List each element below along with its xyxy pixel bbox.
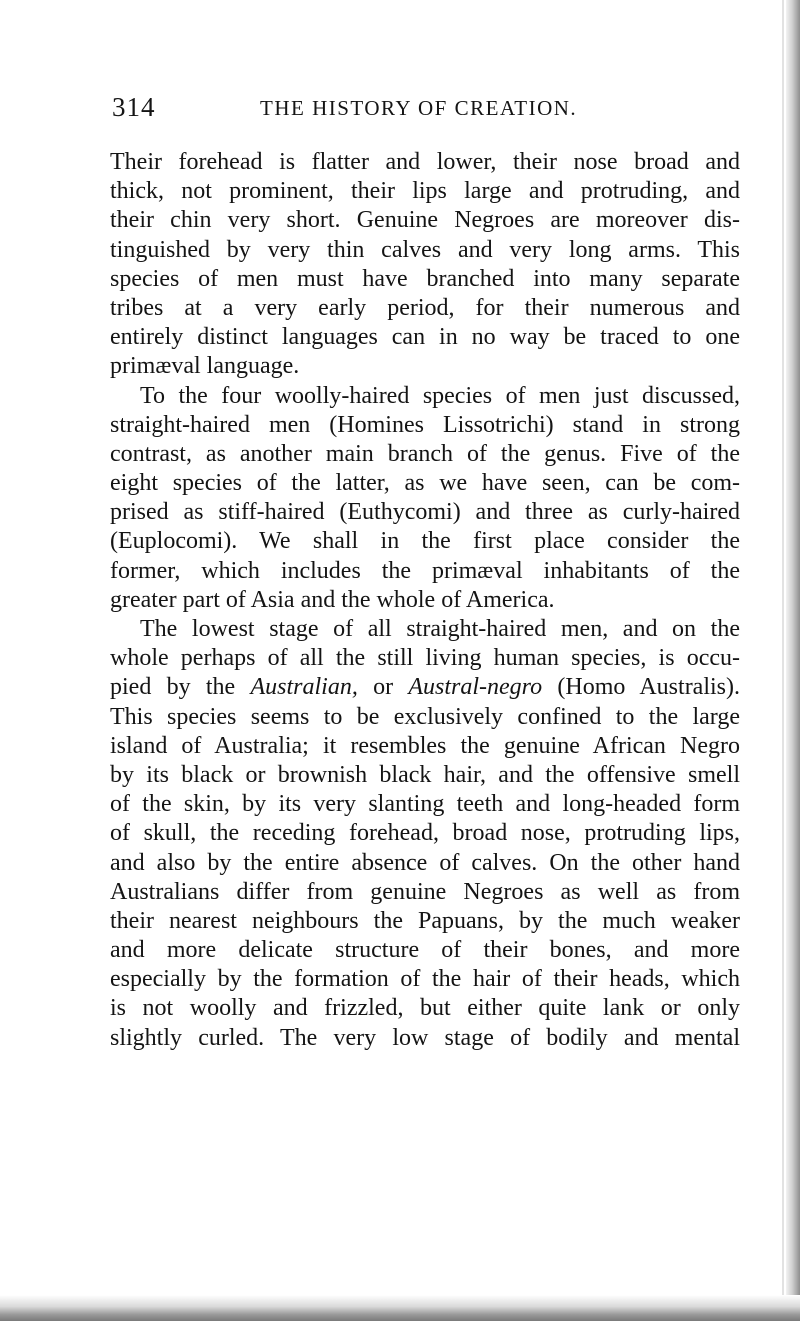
text-line: Australians differ from genuine Negroes as well as from xyxy=(110,878,740,905)
text-line: The lowest stage of all straight-haired men, and on the xyxy=(140,616,740,642)
text-line: of the skin, by its very slanting teeth and long-headed form xyxy=(110,791,740,818)
text-line: greater part of Asia and the whole of America. xyxy=(110,586,555,613)
text-line: former, which includes the primæval inhabitants of the xyxy=(110,557,740,584)
text-line: primæval language. xyxy=(110,353,300,380)
text-line: Their forehead is flatter and lower, their nose broad and xyxy=(110,149,740,175)
text-line: especially by the formation of the hair of their heads, which xyxy=(110,966,740,993)
text-line: whole perhaps of all the still living human species, is occu- xyxy=(110,645,740,672)
text-line: To the four woolly-haired species of men just discussed, xyxy=(140,382,740,409)
text-line: entirely distinct languages can in no way be traced to one xyxy=(110,324,740,351)
text-line: is not woolly and frizzled, but either quite lank or only xyxy=(110,995,740,1022)
page-number: 314 xyxy=(112,92,156,122)
text-line: tribes at a very early period, for their numerous and xyxy=(110,294,740,321)
text-line: their nearest neighbours the Papuans, by the much weaker xyxy=(110,907,740,934)
running-head: THE HISTORY OF CREATION. xyxy=(260,96,578,120)
text-line: their chin very short. Genuine Negroes are moreover dis- xyxy=(110,207,740,234)
text-run: pied by the xyxy=(110,674,251,701)
text-line: and more delicate structure of their bones, and more xyxy=(110,937,740,964)
text-line: thick, not prominent, their lips large and protruding, and xyxy=(110,178,740,205)
text-line: by its black or brownish black hair, and the offensive smell xyxy=(110,761,740,788)
text-line: prised as stiff-haired (Euthycomi) and three as curly-haired xyxy=(110,499,740,526)
text-line: contrast, as another main branch of the genus. Five of the xyxy=(110,440,740,467)
text-run: or xyxy=(357,674,409,701)
text-line: (Euplocomi). We shall in the first place consider the xyxy=(110,528,740,555)
italic-term: Austral-negro xyxy=(408,674,543,701)
page-bottom-edge xyxy=(0,1295,800,1321)
text-run: (Homo Australis). xyxy=(542,674,741,701)
text-line: and also by the entire absence of calves. On the other hand xyxy=(110,849,740,876)
text-line-mixed xyxy=(110,673,740,702)
text-line: This species seems to be exclusively confined to the large xyxy=(110,703,740,730)
page-edge xyxy=(786,0,800,1321)
text-line: slightly curled. The very low stage of bodily and mental xyxy=(110,1024,740,1051)
italic-term: Australian, xyxy=(250,674,358,701)
text-line: species of men must have branched into many separate xyxy=(110,265,740,292)
page-header xyxy=(112,92,742,132)
page-edge-shadow xyxy=(782,0,784,1321)
text-line: of skull, the receding forehead, broad nose, protruding lips, xyxy=(110,820,740,847)
text-line: straight-haired men (Homines Lissotrichi) stand in strong xyxy=(110,411,740,438)
text-line: island of Australia; it resembles the genuine African Negro xyxy=(110,732,740,759)
text-line: tinguished by very thin calves and very long arms. This xyxy=(110,236,740,263)
text-line: eight species of the latter, as we have seen, can be com- xyxy=(110,470,740,497)
body-text xyxy=(110,148,740,1053)
